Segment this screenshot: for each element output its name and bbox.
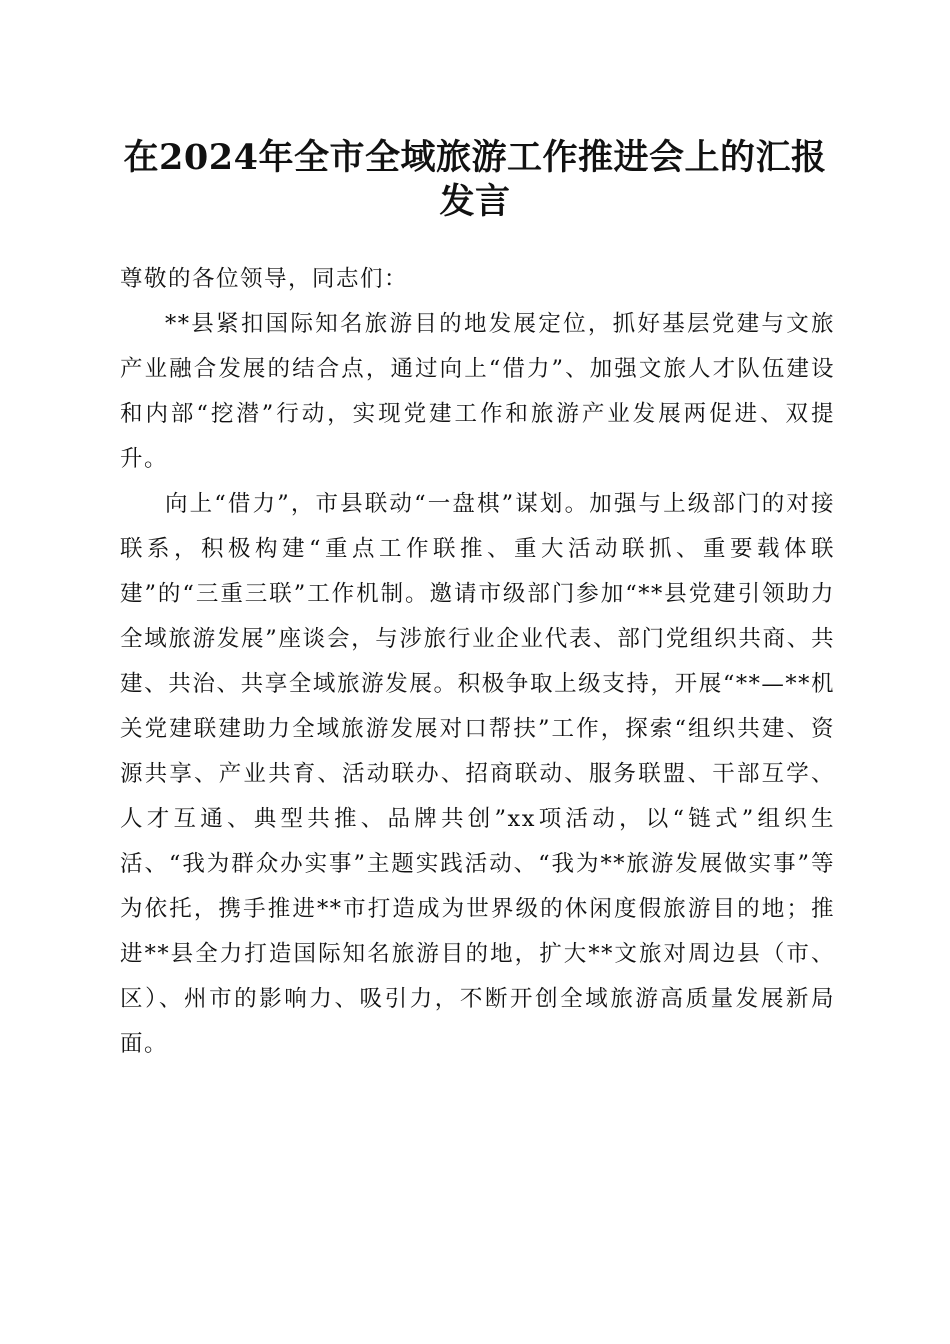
document-body [120,257,835,1067]
salutation: 尊敬的各位领导，同志们： [120,266,409,292]
document-title-line-1: 在2024年全市全域旅游工作推进会上的汇报 [123,137,827,178]
paragraph-1: **县紧扣国际知名旅游目的地发展定位，抓好基层党建与文旅产业融合发展的结合点，通过向上“借力”、加强文旅人才队伍建设和内部“挖潜”行动，实现党建工作和旅游产业发展两促进、双提升。 [120,311,835,472]
document-title [110,136,840,224]
paragraph-2: 向上“借力”，市县联动“一盘棋”谋划。加强与上级部门的对接联系，积极构建“重点工作联推、重大活动联抓、重要载体联建”的“三重三联”工作机制。邀请市级部门参加“**县党建引领助力全域旅游发展”座谈会，与涉旅行业企业代表、部门党组织共商、共建、共治、共享全域旅游发展。积极争取上级支持，开展“**—**机关党建联建助力全域旅游发展对口帮扶”工作，探索“组织共建、资源共享、产业共育、活动联办、招商联动、服务联盟、干部互学、人才互通、典型共推、品牌共创”xx项活动，以“链式”组织生活、“我为群众办实事”主题实践活动、“我为**旅游发展做实事”等为依托，携手推进**市打造成为世界级的休闲度假旅游目的地；推进**县全力打造国际知名旅游目的地，扩大**文旅对周边县（市、区）、州市的影响力、吸引力，不断开创全域旅游高质量发展新局面。 [120,491,835,1057]
document-title-line-2: 发言 [439,181,511,222]
